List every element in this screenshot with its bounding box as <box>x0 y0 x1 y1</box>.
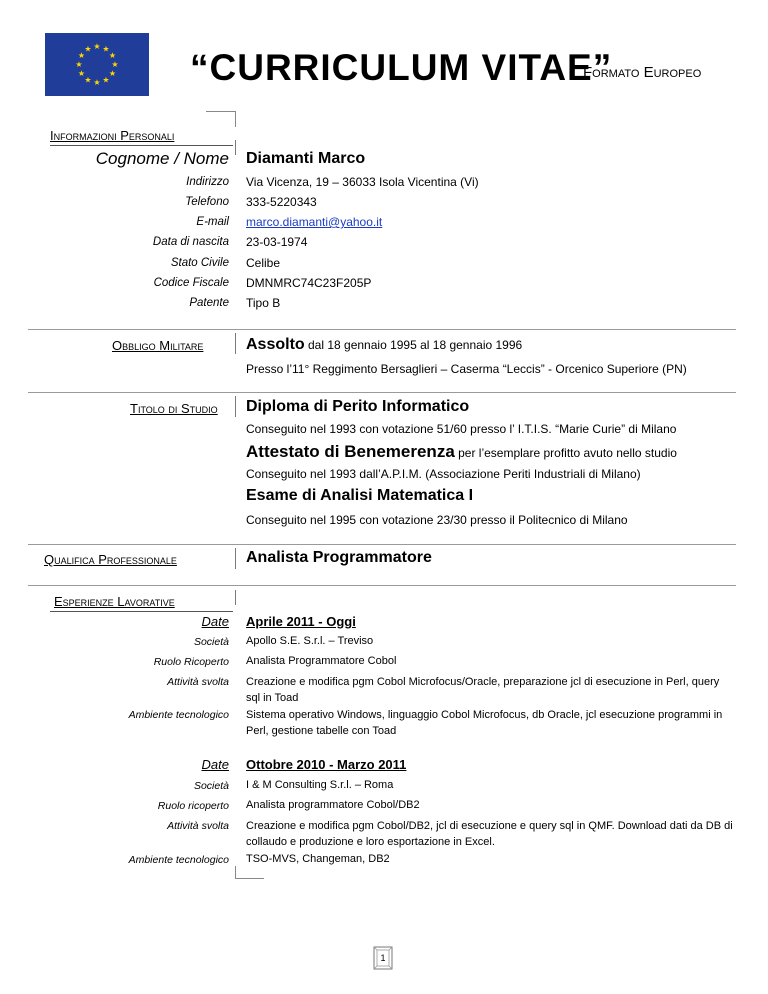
activity-label: Attività svolta <box>167 676 229 688</box>
activity-value: Creazione e modifica pgm Cobol/DB2, jcl di esecuzione e query sql in QMF. Download dati da DB di collaudo e produzione e loro esportazione in Excel. <box>246 820 733 848</box>
name-label: Cognome / Nome <box>95 149 229 168</box>
environment-label: Ambiente tecnologico <box>128 709 229 721</box>
page-number: 1 <box>372 945 394 971</box>
education-detail-1: Conseguito nel 1993 con votazione 51/60 presso l’ I.T.I.S. “Marie Curie” di Milano <box>246 422 677 436</box>
qualification-value: Analista Programmatore <box>246 549 432 566</box>
marital-status-value: Celibe <box>246 256 281 270</box>
divider-v <box>235 140 236 155</box>
divider-v <box>235 396 236 417</box>
military-title: Assolto dal 18 gennaio 1995 al 18 gennaio 1996 <box>246 336 523 353</box>
company-value: I & M Consulting S.r.l. – Roma <box>246 779 394 791</box>
tax-code-label: Codice Fiscale <box>153 277 229 289</box>
section-heading-personal: Informazioni Personali <box>50 128 175 143</box>
education-detail-2: Conseguito nel 1993 dall’A.P.I.M. (Associazione Periti Industriali di Milano) <box>246 467 641 481</box>
divider <box>50 611 233 612</box>
role-label: Ruolo ricoperto <box>157 800 229 812</box>
svg-text:★: ★ <box>102 75 110 85</box>
education-detail-3: Conseguito nel 1995 con votazione 23/30 presso il Politecnico di Milano <box>246 513 628 527</box>
education-title-1: Diploma di Perito Informatico <box>246 398 470 415</box>
divider-v <box>235 590 236 605</box>
email-label: E-mail <box>196 216 229 228</box>
section-divider <box>28 544 736 545</box>
role-value: Analista programmatore Cobol/DB2 <box>246 799 420 811</box>
education-title-3: Esame di Analisi Matematica I <box>246 487 474 504</box>
section-heading-experience: Esperienze Lavorative <box>54 594 175 609</box>
svg-text:★: ★ <box>108 69 117 78</box>
environment-label: Ambiente tecnologico <box>128 854 229 866</box>
svg-text:★: ★ <box>77 69 86 78</box>
section-heading-education: Titolo di Studio <box>130 401 218 416</box>
job-date-label: Date <box>201 614 229 629</box>
military-detail: Presso l’11° Reggimento Bersaglieri – Caserma “Leccis” - Orcenico Superiore (PN) <box>246 362 687 376</box>
svg-text:★: ★ <box>108 51 117 60</box>
marital-status-label: Stato Civile <box>170 257 229 269</box>
education-title-2: Attestato di Benemerenza per l’esemplare profitto avuto nello studio <box>246 442 677 461</box>
divider <box>50 145 233 146</box>
section-heading-qualification: Qualifica Professionale <box>44 552 177 567</box>
svg-text:★: ★ <box>111 60 119 69</box>
svg-text:★: ★ <box>75 60 83 69</box>
document-title: “CURRICULUM VITAE” <box>190 47 613 88</box>
address-label: Indirizzo <box>186 176 229 188</box>
environment-value: TSO-MVS, Changeman, DB2 <box>246 853 390 865</box>
section-heading-military: Obbligo Militare <box>112 338 204 353</box>
birthdate-label: Data di nascita <box>152 236 229 248</box>
license-label: Patente <box>189 297 229 309</box>
activity-value: Creazione e modifica pgm Cobol Microfocus/Oracle, preparazione jcl di esecuzione in Perl, query sql in Toad <box>246 676 720 704</box>
name-value: Diamanti Marco <box>246 150 366 167</box>
eu-flag-icon <box>45 33 149 96</box>
corner-mark-top <box>206 111 235 112</box>
corner-mark-top-v <box>235 111 236 127</box>
role-value: Analista Programmatore Cobol <box>246 655 397 667</box>
svg-text:★: ★ <box>77 51 86 60</box>
corner-mark-bottom <box>235 878 264 879</box>
svg-text:★: ★ <box>84 44 92 54</box>
job-date: Aprile 2011 - Oggi <box>246 614 356 629</box>
corner-mark-bottom-v <box>235 866 236 878</box>
birthdate-value: 23-03-1974 <box>246 235 308 249</box>
svg-text:★: ★ <box>84 75 92 85</box>
company-label: Società <box>193 780 229 792</box>
address-value: Via Vicenza, 19 – 36033 Isola Vicentina (Vi) <box>246 175 479 189</box>
environment-value: Sistema operativo Windows, linguaggio Cobol Microfocus, db Oracle, jcl esecuzione programmi in Perl, gestione tabelle con Toad <box>246 709 723 737</box>
section-divider <box>28 585 736 586</box>
svg-text:★: ★ <box>93 42 101 51</box>
document-subtitle: Formato Europeo <box>583 64 702 81</box>
job-date: Ottobre 2010 - Marzo 2011 <box>246 757 407 772</box>
section-divider <box>28 392 736 393</box>
license-value: Tipo B <box>246 296 281 310</box>
svg-text:★: ★ <box>93 78 101 87</box>
svg-text:★: ★ <box>102 44 110 54</box>
company-label: Società <box>193 636 229 648</box>
phone-value: 333-5220343 <box>246 195 317 209</box>
phone-label: Telefono <box>185 196 229 208</box>
activity-label: Attività svolta <box>167 820 229 832</box>
divider-v <box>235 548 236 569</box>
job-date-label: Date <box>201 757 229 772</box>
tax-code-value: DMNMRC74C23F205P <box>246 276 372 290</box>
email-link[interactable]: marco.diamanti@yahoo.it <box>246 215 383 229</box>
company-value: Apollo S.E. S.r.l. – Treviso <box>246 635 374 647</box>
divider-v <box>235 333 236 354</box>
role-label: Ruolo Ricoperto <box>153 656 229 668</box>
section-divider <box>28 329 736 330</box>
